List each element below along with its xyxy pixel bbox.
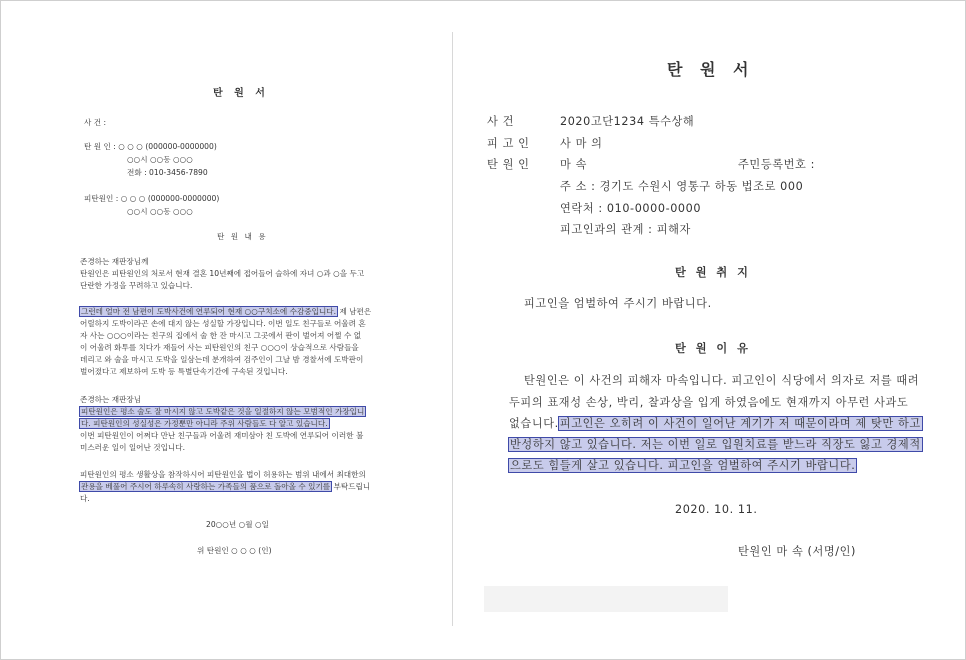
left-para2-line1 [80,307,371,317]
left-petitioner-line3: 전화 : 010-3456-7890 [127,168,208,177]
left-highlight-2: 피탄원인은 평소 술도 잘 마시지 않고 도박같은 것을 일절하지 않는 모범적인 가장입니 [81,407,365,416]
right-purpose-text: 피고인을 엄벌하여 주시기 바랍니다. [524,297,712,310]
left-para4-line3: 다. [80,494,90,503]
left-highlight-1: 그런데 얼마 전 남편이 도박사건에 연루되어 현재 ○○구치소에 수감중입니다. [81,307,337,316]
right-date: 2020. 10. 11. [675,503,758,516]
right-reason-line1: 탄원인은 이 사건의 피해자 마속입니다. 피고인이 식당에서 의자로 저를 때려 [524,374,920,387]
left-para3-head: 존경하는 재판장님 [80,395,142,404]
right-title: 탄 원 서 [667,60,755,79]
left-subject-line2: ○○시 ○○동 ○○○ [127,207,193,216]
right-case-label: 사 건 [487,115,514,128]
left-highlight-3: 다. 피탄원인의 성실성은 가정뿐만 아니라 주위 사람들도 다 알고 있습니다. [81,419,328,428]
right-address: 주 소 : 경기도 수원시 영통구 하동 법조로 000 [560,180,804,193]
right-reason-line3-pre: 없습니다. [509,417,559,430]
left-para1-line3: 단란한 가정을 꾸려하고 있습니다. [80,281,193,290]
right-signature: 탄원인 마 속 (서명/인) [738,545,857,558]
left-para2-line3: 자 사는 ○○○이라는 친구의 집에서 술 한 잔 마시고 그곳에서 판이 벌어져 어쩔 수 없 [80,331,362,340]
right-defendant-value: 사 마 의 [560,137,603,150]
right-resident-number: 주민등록번호 : [738,158,815,171]
left-para4-line1: 피탄원인의 평소 생활상을 참작하시어 피탄원인을 법이 허용하는 범위 내에서 최대한의 [80,470,366,479]
right-purpose-title: 탄 원 취 지 [675,266,751,279]
left-section-title: 탄 원 내 용 [217,232,268,241]
right-highlight-3: 으로도 힘들게 살고 있습니다. 피고인을 엄벌하여 주시기 바랍니다. [510,459,856,472]
right-reason-line5 [509,459,856,473]
left-para3-line3: 이번 피탄원인이 어쩌다 만난 친구들과 어울려 재미삼아 친 도박에 연루되어 이러한 불 [80,431,364,440]
faint-watermark-area [484,586,728,612]
right-relation: 피고인과의 관계 : 피해자 [560,223,691,236]
right-phone: 연락처 : 010-0000-0000 [560,202,702,215]
right-petitioner-label: 탄 원 인 [487,158,530,171]
right-highlight-1: 피고인은 오히려 이 사건이 일어난 계기가 저 때문이라며 제 탓만 하고 [559,417,921,430]
left-title: 탄 원 서 [213,88,269,99]
right-case-value: 2020고단1234 특수상해 [560,115,695,128]
right-reason-line4 [509,438,922,452]
right-highlight-2: 반성하지 않고 있습니다. 저는 이번 일로 입원치료를 받느라 직장도 잃고 경제적 [510,438,921,451]
right-defendant-label: 피 고 인 [487,137,530,150]
left-para2-line2: 어릴하지 도박이라곤 손에 대지 않는 성실할 가장입니다. 이번 일도 친구들로 어울려 혼 [80,319,366,328]
left-para4-line2 [80,482,370,492]
right-reason-line3 [509,417,922,431]
left-petitioner-line1: 탄 원 인 : ○ ○ ○ (000000-0000000) [84,142,217,151]
page-divider [452,32,453,626]
left-highlight-4: 관용을 베풀어 주시어 하루속히 사랑하는 가족들의 품으로 돌아올 수 있기를 [81,482,331,491]
left-para2-line6: 벌어졌다고 제보하여 도박 등 특별단속기간에 구속된 것입니다. [80,367,288,376]
left-para3-line2 [80,419,329,429]
left-para3-line1 [80,407,365,417]
left-signature: 위 탄원인 ○ ○ ○ (인) [197,546,272,555]
left-para4-line2-rest: 부탁드립니 [331,482,371,491]
left-para2-line4: 이 어울려 화투를 치다가 재들어 사는 피탄원인의 친구 ○○○이 상습적으로 사람들을 [80,343,359,352]
right-reason-line2: 두피의 표재성 손상, 박리, 찰과상을 입게 하였음에도 현재까지 아무런 사과도 [509,396,909,409]
left-para1-line1: 존경하는 재판장님께 [80,257,149,266]
left-para1-line2: 탄원인은 피탄원인의 처로서 현재 결혼 10년째에 접어들어 슬하에 자녀 ○과 ○을 두고 [80,269,365,278]
left-petitioner-line2: ○○시 ○○동 ○○○ [127,155,193,164]
right-reason-title: 탄 원 이 유 [675,342,751,355]
left-para2-line5: 데리고 와 술을 마시고 도박을 일삼는데 분개하여 검주인이 그날 밤 경찰서에 도박판이 [80,355,364,364]
left-case-line: 사 건 : [84,118,107,127]
left-para3-line4: 미스러운 일이 일어난 것입니다. [80,443,186,452]
left-subject-line1: 피탄원인 : ○ ○ ○ (000000-0000000) [84,194,220,203]
right-petitioner-value: 마 속 [560,158,587,171]
left-para2-line1-rest: 제 남편은 [337,307,372,316]
left-date: 20○○년 ○월 ○일 [206,520,270,529]
